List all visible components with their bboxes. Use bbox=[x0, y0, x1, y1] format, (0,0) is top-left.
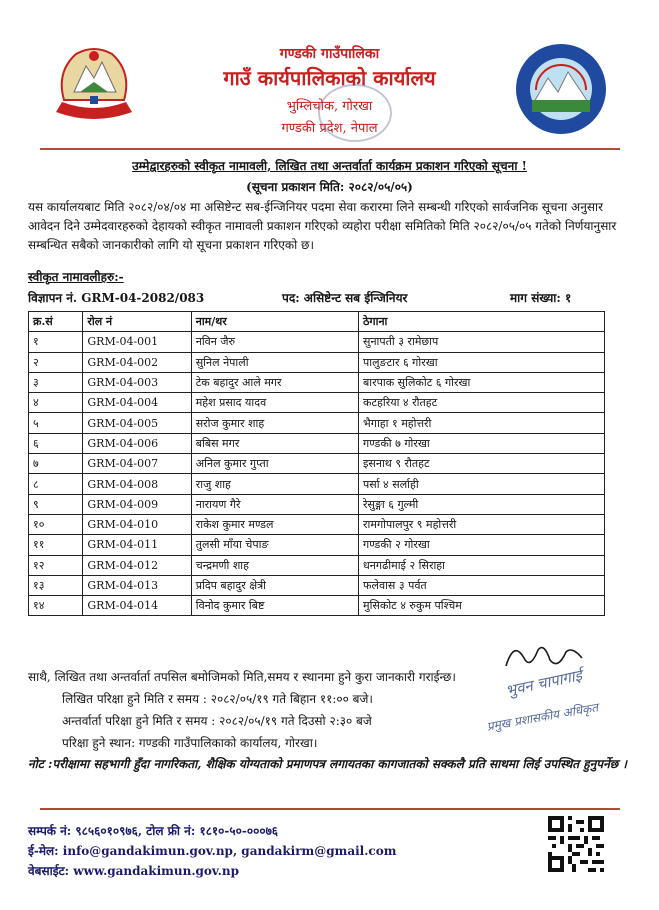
table-row bbox=[29, 596, 605, 616]
cell-address: भैगाहा १ महोत्तरी bbox=[359, 413, 605, 433]
footer-rule bbox=[40, 808, 620, 810]
cell-name: टेक बहादुर आले मगर bbox=[191, 372, 358, 392]
cell-address: इसनाथ ९ रौतहट bbox=[359, 454, 605, 474]
signature-title: प्रमुख प्रशासकीय अधिकृत bbox=[485, 700, 600, 734]
cell-name: नारायण गैरे bbox=[191, 494, 358, 514]
table-row bbox=[29, 535, 605, 555]
cell-roll: GRM-04-005 bbox=[83, 413, 191, 433]
cell-roll: GRM-04-004 bbox=[83, 393, 191, 413]
cell-roll: GRM-04-002 bbox=[83, 352, 191, 372]
cell-roll: GRM-04-006 bbox=[83, 433, 191, 453]
table-row bbox=[29, 332, 605, 352]
cell-serial: ६ bbox=[29, 433, 83, 453]
candidates-body bbox=[29, 332, 605, 616]
cell-roll: GRM-04-010 bbox=[83, 514, 191, 534]
header-office-name: गाउँ कार्यपालिकाको कार्यालय bbox=[223, 66, 436, 90]
note-text: नोट :परीक्षामा सहभागी हुँदा नागरिकता, शैक्षिक योग्यताको प्रमाणपत्र लगायतका कागजातको सक्कलै प्रति साथमा लिई उपस्थित हुनुपर्नेछ । bbox=[28, 757, 627, 771]
col-name: नाम/थर bbox=[191, 312, 358, 332]
cell-serial: ७ bbox=[29, 454, 83, 474]
cell-serial: ५ bbox=[29, 413, 83, 433]
cell-address: सुनापती ३ रामेछाप bbox=[359, 332, 605, 352]
cell-roll: GRM-04-011 bbox=[83, 535, 191, 555]
header-province: गण्डकी प्रदेश, नेपाल bbox=[281, 121, 378, 136]
cell-serial: ४ bbox=[29, 393, 83, 413]
cell-serial: ८ bbox=[29, 474, 83, 494]
col-address: ठेगाना bbox=[359, 312, 605, 332]
footer-email[interactable]: ई-मेल: info@gandakimun.gov.np, gandakirm@gmail.com bbox=[28, 844, 397, 858]
cell-address: कटहरिया ४ रौतहट bbox=[359, 393, 605, 413]
cell-serial: १ bbox=[29, 332, 83, 352]
demand-count: माग संख्या: १ bbox=[510, 291, 572, 305]
qr-code bbox=[548, 816, 604, 872]
table-row bbox=[29, 413, 605, 433]
exam-venue: परिक्षा हुने स्थान: गण्डकी गाउँपालिकाको कार्यालय, गोरखा। bbox=[62, 736, 318, 750]
cell-name: तुलसी माँया चेपाङ bbox=[191, 535, 358, 555]
table-row bbox=[29, 474, 605, 494]
cell-address: पालुङटार ६ गोरखा bbox=[359, 352, 605, 372]
header-rural-municipality: गण्डकी गाउँपालिका bbox=[279, 46, 380, 62]
cell-roll: GRM-04-012 bbox=[83, 555, 191, 575]
cell-address: गण्डकी ७ गोरखा bbox=[359, 433, 605, 453]
cell-roll: GRM-04-009 bbox=[83, 494, 191, 514]
notice-paragraph: यस कार्यालयबाट मिति २०८२/०४/०४ मा असिष्टेन्ट सब-ईन्जिनियर पदमा सेवा करारमा लिने सम्बन्धी गरिएको सार्वजनिक सूचना अनुसार आवेदन दिने उम्मेदवारहरुको देहायको स्वीकृत नामावली प्रकाशन गरिएको व्यहोरा परीक्षा समितिको मिति २०८२/०५/०५ गतेको निर्णयानुसार सम्बन्धित सबैको जानकारीको लागि यो सूचना प्रकाशन गरिएको छ। bbox=[28, 200, 617, 252]
cell-name: सरोज कुमार शाह bbox=[191, 413, 358, 433]
cell-name: अनिल कुमार गुप्ता bbox=[191, 454, 358, 474]
cell-serial: १० bbox=[29, 514, 83, 534]
table-row bbox=[29, 555, 605, 575]
interview-time: अन्तर्वार्ता परिक्षा हुने मिति र समय : २०८२/०५/१९ गते दिउसो २:३० बजे bbox=[62, 714, 372, 728]
cell-name: सुनिल नेपाली bbox=[191, 352, 358, 372]
table-row bbox=[29, 454, 605, 474]
table-row bbox=[29, 372, 605, 392]
cell-name: प्रदिप बहादुर क्षेत्री bbox=[191, 575, 358, 595]
header-rule bbox=[40, 148, 620, 150]
cell-address: रामगोपालपुर ९ महोत्तरी bbox=[359, 514, 605, 534]
col-serial: क्र.सं bbox=[29, 312, 83, 332]
cell-address: रेसुङ्गा ६ गुल्मी bbox=[359, 494, 605, 514]
cell-serial: ११ bbox=[29, 535, 83, 555]
signature-name: भुवन चापागाई bbox=[503, 666, 584, 700]
cell-serial: ९ bbox=[29, 494, 83, 514]
table-row bbox=[29, 494, 605, 514]
cell-address: धनगढीमाई २ सिराहा bbox=[359, 555, 605, 575]
cell-roll: GRM-04-013 bbox=[83, 575, 191, 595]
cell-address: पर्सा ४ सर्लाही bbox=[359, 474, 605, 494]
cell-address: बारपाक सुलिकोट ६ गोरखा bbox=[359, 372, 605, 392]
cell-serial: १३ bbox=[29, 575, 83, 595]
approved-list-heading: स्वीकृत नामावलीहरु:- bbox=[28, 270, 124, 284]
table-row bbox=[29, 393, 605, 413]
cell-serial: १२ bbox=[29, 555, 83, 575]
cell-roll: GRM-04-003 bbox=[83, 372, 191, 392]
table-row bbox=[29, 514, 605, 534]
cell-address: फलेवास ३ पर्वत bbox=[359, 575, 605, 595]
post-name: पद: असिष्टेन्ट सब ईन्जिनियर bbox=[282, 291, 408, 305]
table-header-row bbox=[29, 312, 605, 332]
notice-title: उम्मेद्वारहरुको स्वीकृत नामावली, लिखित तथा अन्तर्वार्ता कार्यक्रम प्रकाशन गरिएको सूचना ! bbox=[132, 159, 527, 173]
header-location: भुम्लिचोक, गोरखा bbox=[286, 99, 373, 114]
footer-contact: सम्पर्क नं: ९८५६०१०९७६, टोल फ्री नं: १८१०-५०-०००७६ bbox=[28, 824, 279, 838]
table-row bbox=[29, 433, 605, 453]
cell-name: राजु शाह bbox=[191, 474, 358, 494]
candidates-table bbox=[28, 311, 605, 616]
table-row bbox=[29, 575, 605, 595]
cell-address: गण्डकी २ गोरखा bbox=[359, 535, 605, 555]
table-row bbox=[29, 352, 605, 372]
cell-roll: GRM-04-008 bbox=[83, 474, 191, 494]
cell-address: मुसिकोट ४ रुकुम पश्चिम bbox=[359, 596, 605, 616]
cell-roll: GRM-04-007 bbox=[83, 454, 191, 474]
col-roll: रोल नं bbox=[83, 312, 191, 332]
cell-serial: १४ bbox=[29, 596, 83, 616]
notice-date: (सूचना प्रकाशन मिति: २०८२/०५/०५) bbox=[246, 180, 413, 194]
cell-name: विनोद कुमार बिष्ट bbox=[191, 596, 358, 616]
cell-name: महेश प्रसाद यादव bbox=[191, 393, 358, 413]
written-exam-time: लिखित परिक्षा हुने मिति र समय : २०८२/०५/१९ गते बिहान ११:०० बजे। bbox=[62, 692, 373, 706]
footer-website[interactable]: वेबसाईट: www.gandakimun.gov.np bbox=[28, 864, 239, 878]
schedule-intro: साथै, लिखित तथा अन्तर्वार्ता तपसिल बमोजिमको मिति,समय र स्थानमा हुने कुरा जानकारी गराईन्छ। bbox=[28, 670, 456, 684]
cell-roll: GRM-04-014 bbox=[83, 596, 191, 616]
cell-roll: GRM-04-001 bbox=[83, 332, 191, 352]
cell-name: बबिस मगर bbox=[191, 433, 358, 453]
office-stamp bbox=[318, 84, 392, 142]
advertisement-number: विज्ञापन नं. GRM-04-2082/083 bbox=[28, 291, 205, 305]
cell-serial: २ bbox=[29, 352, 83, 372]
cell-name: चन्द्रमणी शाह bbox=[191, 555, 358, 575]
cell-name: राकेश कुमार मण्डल bbox=[191, 514, 358, 534]
cell-serial: ३ bbox=[29, 372, 83, 392]
cell-name: नविन जैरु bbox=[191, 332, 358, 352]
